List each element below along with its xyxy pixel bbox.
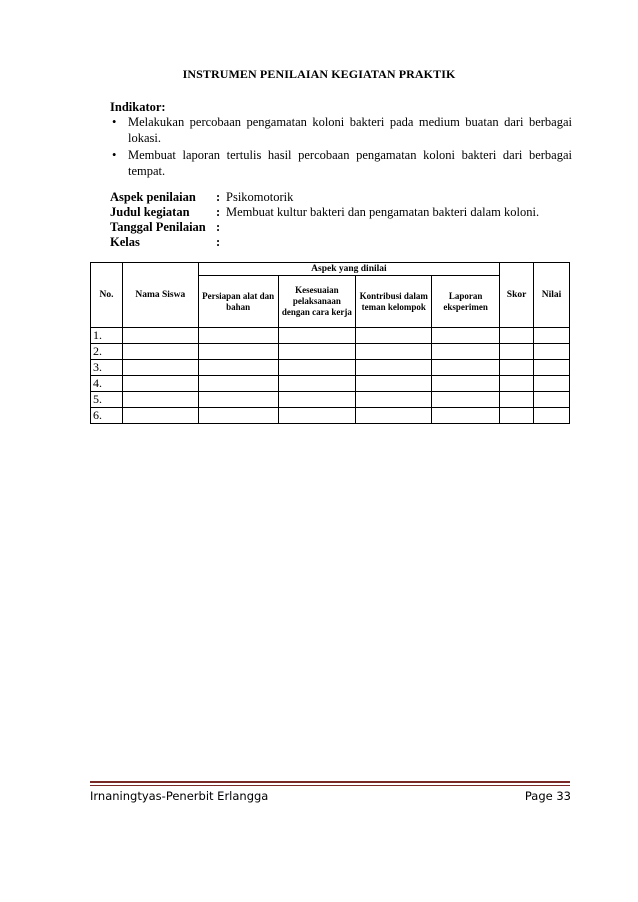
cell-kesesuaian[interactable] bbox=[278, 376, 356, 392]
header-aspek: Aspek yang dinilai bbox=[198, 263, 499, 276]
cell-persiapan[interactable] bbox=[198, 344, 278, 360]
row-number: 1. bbox=[91, 328, 123, 344]
table-row bbox=[91, 376, 570, 392]
info-row bbox=[110, 205, 539, 220]
cell-laporan[interactable] bbox=[432, 392, 500, 408]
cell-nama[interactable] bbox=[122, 344, 198, 360]
page-title: INSTRUMEN PENILAIAN KEGIATAN PRAKTIK bbox=[182, 67, 456, 81]
indikator-text: Membuat laporan tertulis hasil percobaan pengamatan koloni bakteri dari berbagai tempat. bbox=[128, 148, 572, 178]
info-value: Membuat kultur bakteri dan pengamatan bakteri dalam koloni. bbox=[226, 205, 540, 219]
indikator-list bbox=[110, 114, 572, 180]
cell-nama[interactable] bbox=[122, 408, 198, 424]
page-number: Page 33 bbox=[524, 789, 571, 803]
footer-author: Irnaningtyas-Penerbit Erlangga bbox=[90, 789, 269, 803]
info-row bbox=[110, 235, 539, 250]
cell-nilai[interactable] bbox=[534, 392, 570, 408]
table-row bbox=[91, 344, 570, 360]
bullet-icon: • bbox=[112, 115, 117, 129]
cell-kontribusi[interactable] bbox=[356, 392, 432, 408]
row-number: 5. bbox=[91, 392, 123, 408]
cell-kesesuaian[interactable] bbox=[278, 344, 356, 360]
cell-persiapan[interactable] bbox=[198, 376, 278, 392]
cell-kesesuaian[interactable] bbox=[278, 328, 356, 344]
cell-kontribusi[interactable] bbox=[356, 360, 432, 376]
cell-nilai[interactable] bbox=[534, 344, 570, 360]
table-row bbox=[91, 408, 570, 424]
info-colon: : bbox=[216, 235, 221, 249]
cell-nama[interactable] bbox=[122, 376, 198, 392]
assessment-info bbox=[110, 190, 539, 250]
cell-persiapan[interactable] bbox=[198, 408, 278, 424]
info-label: Aspek penilaian bbox=[110, 190, 196, 204]
indikator-item bbox=[110, 147, 572, 179]
info-colon: : bbox=[216, 220, 221, 234]
cell-skor[interactable] bbox=[500, 344, 534, 360]
cell-nilai[interactable] bbox=[534, 376, 570, 392]
header-skor: Skor bbox=[500, 263, 534, 328]
indikator-label: Indikator: bbox=[110, 100, 166, 114]
cell-laporan[interactable] bbox=[432, 376, 500, 392]
cell-persiapan[interactable] bbox=[198, 360, 278, 376]
cell-laporan[interactable] bbox=[432, 344, 500, 360]
indikator-text: Melakukan percobaan pengamatan koloni bakteri pada medium buatan dari berbagai lokasi. bbox=[128, 115, 572, 145]
cell-nama[interactable] bbox=[122, 392, 198, 408]
cell-skor[interactable] bbox=[500, 328, 534, 344]
cell-skor[interactable] bbox=[500, 360, 534, 376]
cell-kesesuaian[interactable] bbox=[278, 360, 356, 376]
row-number: 3. bbox=[91, 360, 123, 376]
cell-kontribusi[interactable] bbox=[356, 408, 432, 424]
table-row bbox=[91, 392, 570, 408]
row-number: 4. bbox=[91, 376, 123, 392]
cell-skor[interactable] bbox=[500, 376, 534, 392]
cell-nilai[interactable] bbox=[534, 408, 570, 424]
cell-kontribusi[interactable] bbox=[356, 376, 432, 392]
cell-kontribusi[interactable] bbox=[356, 344, 432, 360]
cell-persiapan[interactable] bbox=[198, 392, 278, 408]
header-kontribusi: Kontribusi dalam teman kelompok bbox=[356, 276, 432, 328]
info-colon: : bbox=[216, 190, 221, 204]
cell-laporan[interactable] bbox=[432, 328, 500, 344]
indikator-item bbox=[110, 114, 572, 146]
assessment-table bbox=[90, 262, 570, 424]
info-row bbox=[110, 190, 539, 205]
cell-laporan[interactable] bbox=[432, 360, 500, 376]
info-label: Tanggal Penilaian bbox=[110, 220, 206, 234]
header-laporan: Laporan eksperimen bbox=[432, 276, 500, 328]
cell-nama[interactable] bbox=[122, 360, 198, 376]
info-value: Psikomotorik bbox=[226, 190, 294, 204]
header-nilai: Nilai bbox=[534, 263, 570, 328]
cell-laporan[interactable] bbox=[432, 408, 500, 424]
footer-divider bbox=[90, 785, 570, 786]
cell-nilai[interactable] bbox=[534, 328, 570, 344]
cell-skor[interactable] bbox=[500, 392, 534, 408]
info-colon: : bbox=[216, 205, 221, 219]
header-no: No. bbox=[91, 263, 123, 328]
header-kesesuaian: Kesesuaian pelaksanaan dengan cara kerja bbox=[278, 276, 356, 328]
cell-nilai[interactable] bbox=[534, 360, 570, 376]
row-number: 6. bbox=[91, 408, 123, 424]
header-persiapan: Persiapan alat dan bahan bbox=[198, 276, 278, 328]
info-label: Judul kegiatan bbox=[110, 205, 190, 219]
footer-divider bbox=[90, 781, 570, 783]
cell-kesesuaian[interactable] bbox=[278, 392, 356, 408]
cell-skor[interactable] bbox=[500, 408, 534, 424]
table-row bbox=[91, 328, 570, 344]
info-row bbox=[110, 220, 539, 235]
cell-kesesuaian[interactable] bbox=[278, 408, 356, 424]
cell-nama[interactable] bbox=[122, 328, 198, 344]
cell-persiapan[interactable] bbox=[198, 328, 278, 344]
bullet-icon: • bbox=[112, 148, 117, 162]
row-number: 2. bbox=[91, 344, 123, 360]
table-row bbox=[91, 360, 570, 376]
header-nama-siswa: Nama Siswa bbox=[122, 263, 198, 328]
cell-kontribusi[interactable] bbox=[356, 328, 432, 344]
info-label: Kelas bbox=[110, 235, 140, 249]
